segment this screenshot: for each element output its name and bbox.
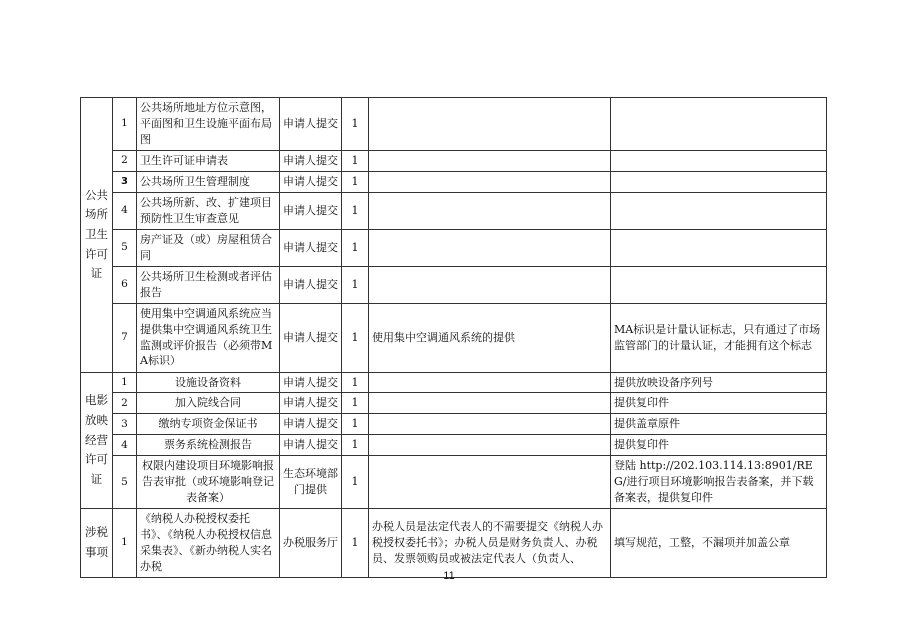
provider: 生态环境部门提供 (280, 456, 342, 509)
remark (611, 151, 827, 172)
note: 使用集中空调通风系统的提供 (369, 303, 611, 372)
note (369, 266, 611, 303)
row-number: 5 (113, 229, 137, 266)
document-name: 缴纳专项资金保证书 (137, 414, 280, 435)
quantity: 1 (342, 372, 369, 393)
note (369, 98, 611, 151)
row-number: 1 (113, 509, 137, 578)
table-row (81, 192, 827, 229)
provider: 申请人提交 (280, 303, 342, 372)
row-number: 7 (113, 303, 137, 372)
document-name: 加入院线合同 (137, 393, 280, 414)
provider: 申请人提交 (280, 266, 342, 303)
note (369, 372, 611, 393)
remark: 登陆 http://202.103.114.13:8901/REG/进行项目环境影响报告表备案，并下载备案表，提供复印件 (611, 456, 827, 509)
provider: 申请人提交 (280, 192, 342, 229)
note (369, 393, 611, 414)
note (369, 456, 611, 509)
table-row (81, 229, 827, 266)
quantity: 1 (342, 414, 369, 435)
document-name: 公共场所卫生检测或者评估报告 (137, 266, 280, 303)
provider: 申请人提交 (280, 435, 342, 456)
document-name: 房产证及（或）房屋租赁合同 (137, 229, 280, 266)
note (369, 229, 611, 266)
table-row (81, 303, 827, 372)
quantity: 1 (342, 192, 369, 229)
document-name: 公共场所卫生管理制度 (137, 171, 280, 192)
quantity: 1 (342, 303, 369, 372)
document-name: 票务系统检测报告 (137, 435, 280, 456)
row-number: 1 (113, 372, 137, 393)
remark: 提供复印件 (611, 393, 827, 414)
quantity: 1 (342, 435, 369, 456)
quantity: 1 (342, 456, 369, 509)
document-name: 权限内建设项目环境影响报告表审批（或环境影响登记表备案） (137, 456, 280, 509)
table-row (81, 414, 827, 435)
quantity: 1 (342, 151, 369, 172)
remark: 提供复印件 (611, 435, 827, 456)
quantity: 1 (342, 266, 369, 303)
table-row (81, 372, 827, 393)
document-name: 卫生许可证申请表 (137, 151, 280, 172)
quantity: 1 (342, 229, 369, 266)
provider: 申请人提交 (280, 229, 342, 266)
document-name: 公共场所地址方位示意图，平面图和卫生设施平面布局图 (137, 98, 280, 151)
category-public-hygiene: 公共场所卫生许可证 (81, 98, 113, 373)
category-film-screening: 电影放映经营许可证 (81, 372, 113, 509)
row-number: 4 (113, 435, 137, 456)
provider: 办税服务厅 (280, 509, 342, 578)
row-number: 3 (113, 171, 137, 192)
provider: 申请人提交 (280, 414, 342, 435)
provider: 申请人提交 (280, 393, 342, 414)
category-tax-matters: 涉税事项 (81, 509, 113, 578)
row-number: 5 (113, 456, 137, 509)
provider: 申请人提交 (280, 151, 342, 172)
row-number: 2 (113, 393, 137, 414)
row-number: 1 (113, 98, 137, 151)
document-name: 使用集中空调通风系统应当提供集中空调通风系统卫生监测或评价报告（必须带MA标识） (137, 303, 280, 372)
row-number: 2 (113, 151, 137, 172)
row-number: 6 (113, 266, 137, 303)
remark (611, 171, 827, 192)
provider: 申请人提交 (280, 98, 342, 151)
document-name: 设施设备资料 (137, 372, 280, 393)
provider: 申请人提交 (280, 372, 342, 393)
quantity: 1 (342, 393, 369, 414)
note (369, 151, 611, 172)
row-number: 4 (113, 192, 137, 229)
note (369, 171, 611, 192)
table-row (81, 435, 827, 456)
remark: 填写规范，工整，不漏项并加盖公章 (611, 509, 827, 578)
quantity: 1 (342, 509, 369, 578)
remark: 提供放映设备序列号 (611, 372, 827, 393)
remark (611, 192, 827, 229)
table-row (81, 98, 827, 151)
requirements-table (80, 97, 827, 578)
remark: 提供盖章原件 (611, 414, 827, 435)
note (369, 414, 611, 435)
document-name: 《纳税人办税授权委托书》、《纳税人办税授权信息采集表》、《新办纳税人实名办税 (137, 509, 280, 578)
remark: MA标识是计量认证标志，只有通过了市场监管部门的计量认证，才能拥有这个标志 (611, 303, 827, 372)
document-name: 公共场所新、改、扩建项目预防性卫生审查意见 (137, 192, 280, 229)
table-row (81, 456, 827, 509)
provider: 申请人提交 (280, 171, 342, 192)
table-row (81, 393, 827, 414)
table-row (81, 171, 827, 192)
quantity: 1 (342, 98, 369, 151)
remark (611, 266, 827, 303)
table-row (81, 151, 827, 172)
table-row (81, 266, 827, 303)
remark (611, 229, 827, 266)
note: 办税人员是法定代表人的不需要提交《纳税人办税授权委托书》；办税人员是财务负责人、办税员、发票领购员或被法定代表人（负责人、 (369, 509, 611, 578)
note (369, 192, 611, 229)
remark (611, 98, 827, 151)
row-number: 3 (113, 414, 137, 435)
note (369, 435, 611, 456)
table-row (81, 509, 827, 578)
quantity: 1 (342, 171, 369, 192)
page-number: 11 (443, 570, 455, 582)
